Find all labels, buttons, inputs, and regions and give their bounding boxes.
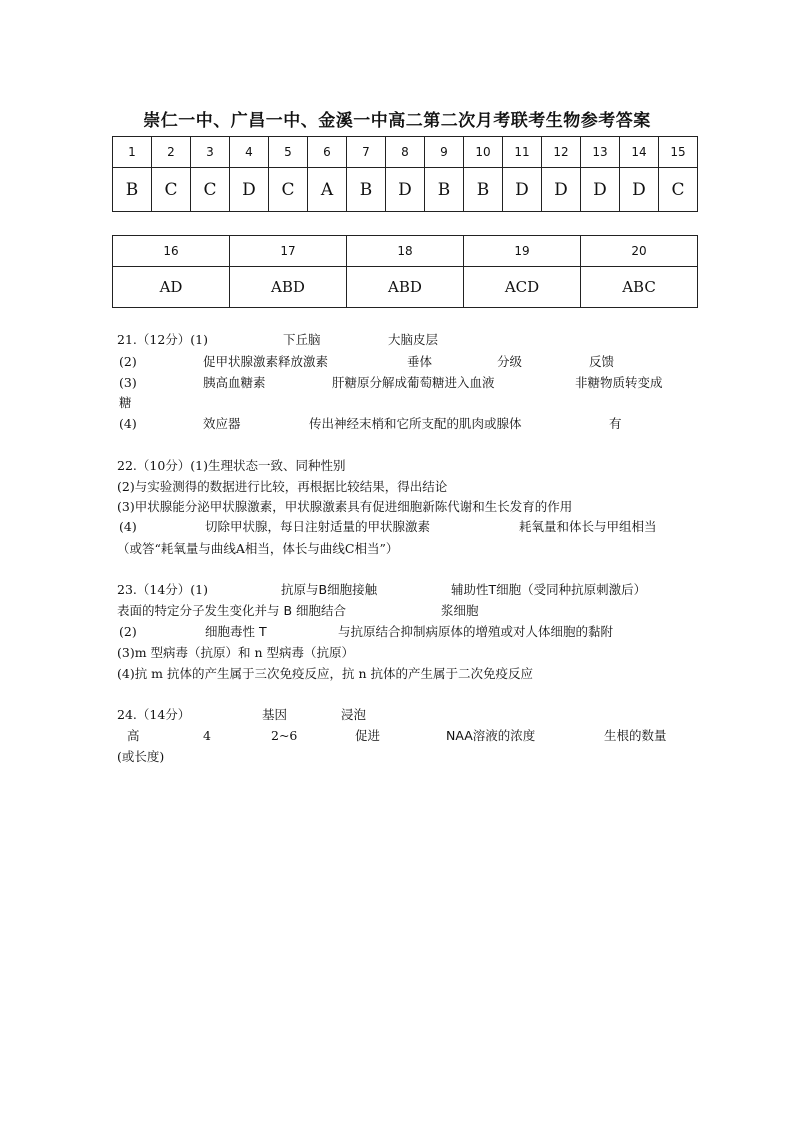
q23-ans-helper-t: 辅助性T细胞（受同种抗原刺激后） bbox=[451, 582, 647, 597]
page-title: 崇仁一中、广昌一中、金溪一中高二第二次月考联考生物参考答案 bbox=[143, 111, 651, 131]
answer-cell-3: C bbox=[191, 168, 230, 212]
question-number-cell-6: 6 bbox=[308, 137, 347, 168]
answer-cell-12: D bbox=[542, 168, 581, 212]
q24-ans-length: (或长度) bbox=[117, 749, 165, 764]
q21-ans-sugar: 糖 bbox=[119, 395, 132, 410]
q21-ans-effector: 效应器 bbox=[203, 416, 241, 431]
question-number-cell-11: 11 bbox=[503, 137, 542, 168]
q23-line-4: (3)m 型病毒（抗原）和 n 型病毒（抗原） bbox=[117, 645, 355, 660]
q21-ans-yes: 有 bbox=[609, 416, 622, 431]
q21-ans-nonsugar: 非糖物质转变成 bbox=[575, 375, 663, 390]
question-number-cell-12: 12 bbox=[542, 137, 581, 168]
question-number-cell-3: 3 bbox=[191, 137, 230, 168]
q24-ans-range: 2~6 bbox=[271, 728, 298, 743]
q21-ans-glucagon: 胰高血糖素 bbox=[203, 375, 266, 390]
q24-ans-promote: 促进 bbox=[355, 728, 381, 743]
q22-part4-num: (4) bbox=[119, 519, 137, 534]
q24-ans-naa: NAA溶液的浓度 bbox=[446, 728, 536, 743]
question-number-cell-5: 20 bbox=[581, 236, 698, 267]
q23-ans-cytotoxic: 细胞毒性 T bbox=[205, 624, 267, 639]
q21-ans-feedback: 反馈 bbox=[589, 354, 615, 369]
q23-ans-plasma: 浆细胞 bbox=[441, 603, 479, 618]
answer-cell-7: B bbox=[347, 168, 386, 212]
q21-ans-cortex: 大脑皮层 bbox=[388, 332, 439, 347]
answer-cell-5: C bbox=[269, 168, 308, 212]
question-number-cell-4: 4 bbox=[230, 137, 269, 168]
question-number-cell-13: 13 bbox=[581, 137, 620, 168]
question-number-cell-9: 9 bbox=[425, 137, 464, 168]
answer-cell-9: B bbox=[425, 168, 464, 212]
answer-cell-1: AD bbox=[113, 267, 230, 308]
question-number-cell-4: 19 bbox=[464, 236, 581, 267]
q22-line-1: 22.（10分）(1)生理状态一致、同种性别 bbox=[117, 458, 346, 473]
q24-ans-gene: 基因 bbox=[262, 707, 288, 722]
answer-cell-13: D bbox=[581, 168, 620, 212]
q22-line-5: （或答“耗氧量与曲线A相当，体长与曲线C相当”） bbox=[117, 541, 399, 556]
question-number-cell-2: 17 bbox=[230, 236, 347, 267]
answer-table-2 bbox=[112, 235, 698, 308]
answer-cell-4: D bbox=[230, 168, 269, 212]
q23-ans-antigen-bcell: 抗原与B细胞接触 bbox=[281, 582, 378, 597]
q21-ans-glycogen: 肝糖原分解成葡萄糖进入血液 bbox=[332, 375, 495, 390]
q21-part4-num: (4) bbox=[119, 416, 137, 431]
question-number-cell-8: 8 bbox=[386, 137, 425, 168]
q23-ans-bind: 与抗原结合抑制病原体的增殖或对人体细胞的黏附 bbox=[338, 624, 614, 639]
q23-line-5: (4)抗 m 抗体的产生属于三次免疫反应，抗 n 抗体的产生属于二次免疫反应 bbox=[117, 666, 534, 681]
q24-ans-4: 4 bbox=[203, 728, 211, 743]
q22-line-3: (3)甲状腺能分泌甲状腺激素，甲状腺激素具有促进细胞新陈代谢和生长发育的作用 bbox=[117, 499, 573, 514]
q23-part2-num: (2) bbox=[119, 624, 137, 639]
answer-table-1 bbox=[112, 136, 698, 212]
question-number-cell-7: 7 bbox=[347, 137, 386, 168]
answer-cell-6: A bbox=[308, 168, 347, 212]
answer-cell-10: B bbox=[464, 168, 503, 212]
answer-cell-5: ABC bbox=[581, 267, 698, 308]
question-number-cell-1: 16 bbox=[113, 236, 230, 267]
question-number-cell-10: 10 bbox=[464, 137, 503, 168]
question-number-cell-15: 15 bbox=[659, 137, 698, 168]
q21-part2-num: (2) bbox=[119, 354, 137, 369]
q22-line-2: (2)与实验测得的数据进行比较，再根据比较结果，得出结论 bbox=[117, 479, 448, 494]
q21-ans-trh: 促甲状腺激素释放激素 bbox=[203, 354, 329, 369]
answer-cell-8: D bbox=[386, 168, 425, 212]
answer-cell-1: B bbox=[113, 168, 152, 212]
q22-ans-oxygen: 耗氧量和体长与甲组相当 bbox=[519, 519, 657, 534]
q21-head: 21.（12分）(1) bbox=[117, 332, 208, 347]
q23-ans-surface: 表面的特定分子发生变化并与 B 细胞结合 bbox=[117, 603, 347, 618]
question-number-cell-3: 18 bbox=[347, 236, 464, 267]
q24-ans-soak: 浸泡 bbox=[341, 707, 367, 722]
answer-cell-11: D bbox=[503, 168, 542, 212]
question-number-cell-2: 2 bbox=[152, 137, 191, 168]
question-number-cell-14: 14 bbox=[620, 137, 659, 168]
q22-ans-remove-thyroid: 切除甲状腺，每日注射适量的甲状腺激素 bbox=[205, 519, 431, 534]
question-number-cell-5: 5 bbox=[269, 137, 308, 168]
q21-ans-hypothalamus: 下丘脑 bbox=[283, 332, 321, 347]
answer-cell-2: C bbox=[152, 168, 191, 212]
q21-ans-graded: 分级 bbox=[497, 354, 523, 369]
answer-cell-15: C bbox=[659, 168, 698, 212]
q21-part3-num: (3) bbox=[119, 375, 137, 390]
q24-ans-high: 高 bbox=[127, 728, 140, 743]
answer-cell-3: ABD bbox=[347, 267, 464, 308]
q24-head: 24.（14分） bbox=[117, 707, 191, 722]
question-number-cell-1: 1 bbox=[113, 137, 152, 168]
q21-ans-pituitary: 垂体 bbox=[407, 354, 433, 369]
answer-cell-4: ACD bbox=[464, 267, 581, 308]
q23-head: 23.（14分）(1) bbox=[117, 582, 208, 597]
answer-cell-2: ABD bbox=[230, 267, 347, 308]
answer-cell-14: D bbox=[620, 168, 659, 212]
q21-ans-efferent: 传出神经末梢和它所支配的肌肉或腺体 bbox=[309, 416, 522, 431]
q24-ans-roots: 生根的数量 bbox=[604, 728, 667, 743]
